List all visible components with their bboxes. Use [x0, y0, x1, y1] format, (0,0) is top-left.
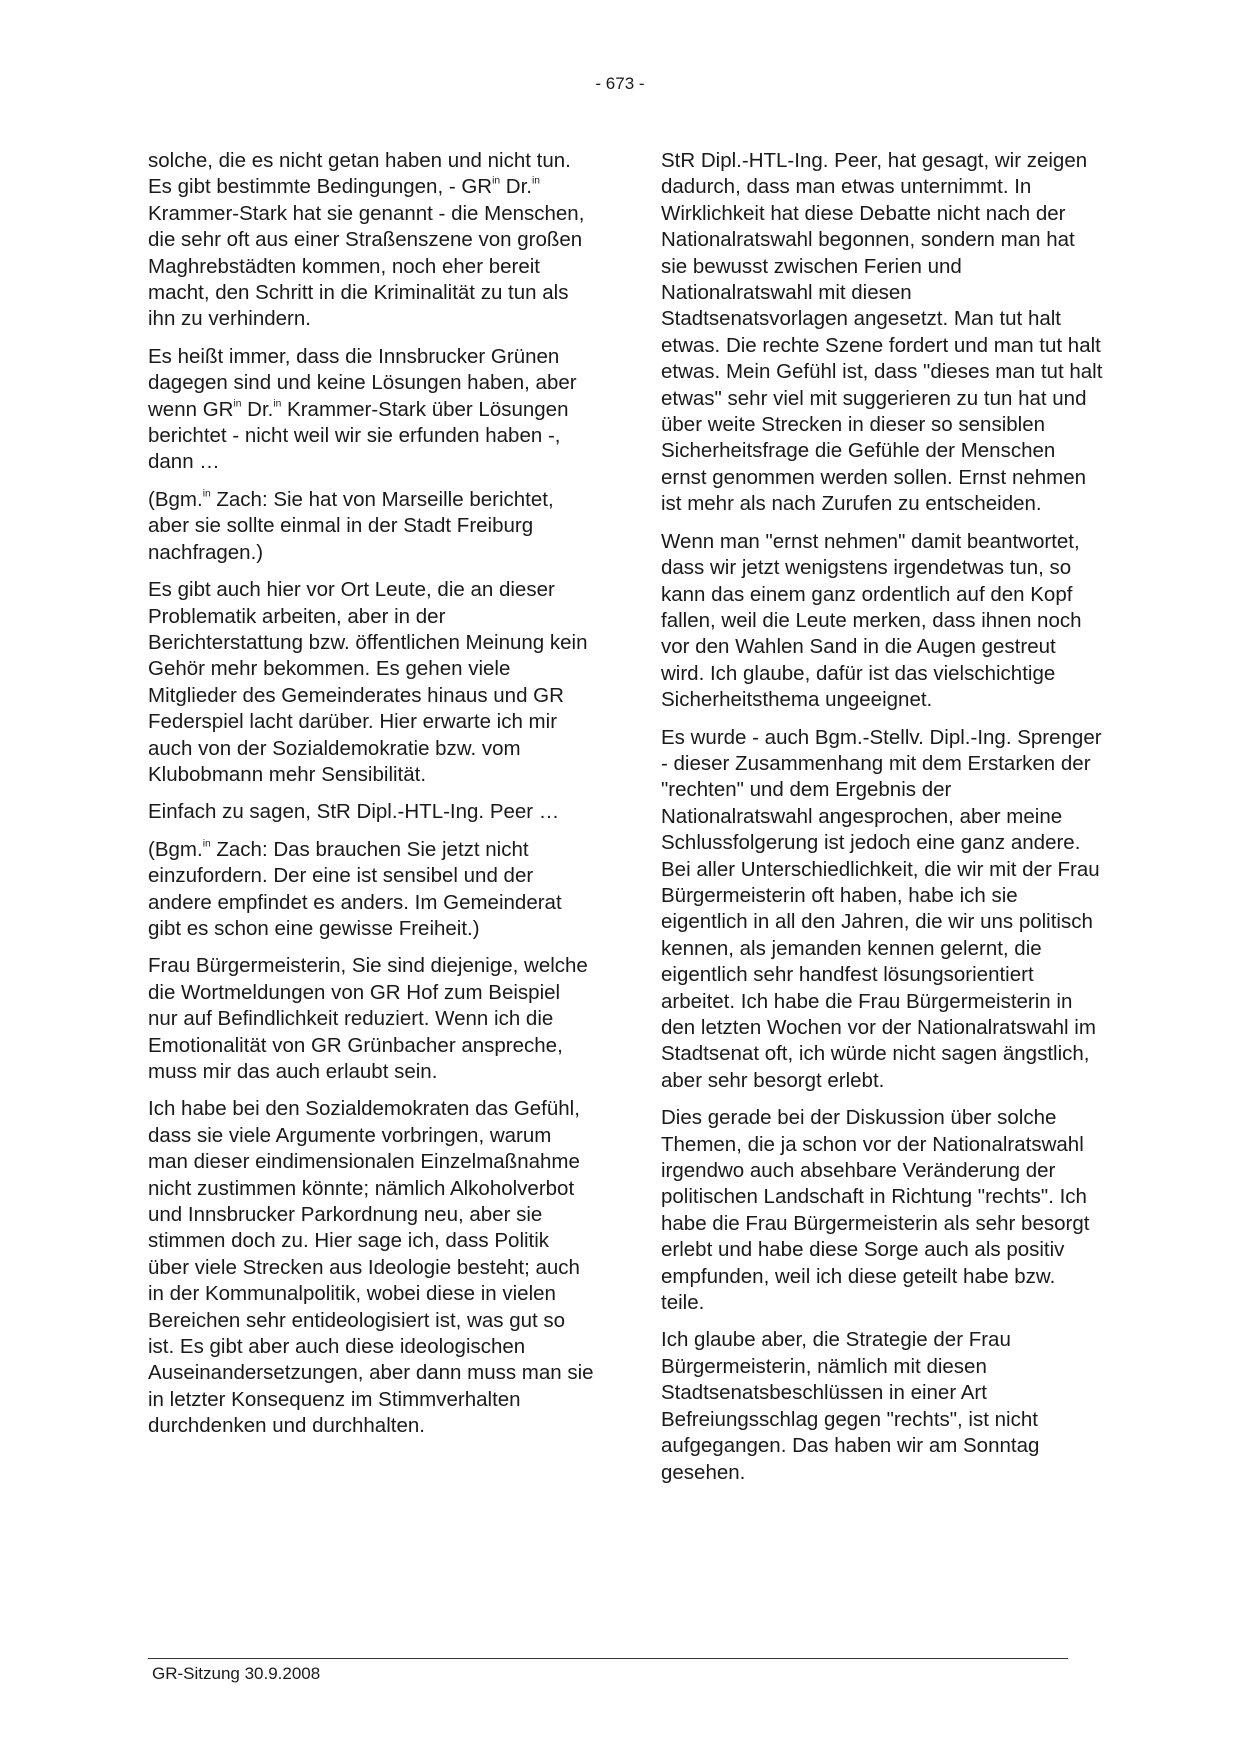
left-column — [148, 148, 594, 1451]
footer-session-label: GR-Sitzung 30.9.2008 — [152, 1664, 321, 1683]
superscript: in — [202, 488, 211, 500]
right-column — [661, 148, 1103, 1497]
paragraph: Ich glaube aber, die Strategie der Frau Bürgermeisterin, nämlich mit diesen Stadtsenatsbeschlüssen in einer Art Befreiungsschlag gegen "rechts", ist nicht aufgegangen. Das haben wir am Sonntag gesehen. — [661, 1328, 1040, 1484]
paragraph: Ich habe bei den Sozialdemokraten das Gefühl, dass sie viele Argumente vorbringen, warum man dieser eindimensionalen Einzelmaßnahme nicht zustimmen könnte; nämlich Alkoholverbot und Innsbrucker Parkordnung neu, aber sie stimmen doch zu. Hier sage ich, dass Politik über viele Strecken aus Ideologie besteht; auch in der Kommunalpolitik, wobei diese in vielen Bereichen sehr entideologisiert ist, was gut so ist. Es gibt aber auch diese ideologischen Auseinandersetzungen, aber dann muss man sie in letzter Konsequenz im Stimmverhalten durchdenken und durchhalten. — [148, 1097, 594, 1438]
superscript: in — [492, 175, 501, 187]
paragraph: Es wurde - auch Bgm.-Stellv. Dipl.-Ing. Sprenger - dieser Zusammenhang mit dem Erstarken der "rechten" und dem Ergebnis der Nationalratswahl angesprochen, aber meine Schlussfolgerung ist jedoch eine ganz andere. Bei aller Unterschiedlichkeit, die wir mit der Frau Bürgermeisterin oft haben, habe ich sie eigentlich in all den Jahren, die wir uns politisch kennen, als jemanden kennen gelernt, die eigentlich sehr handfest lösungsorientiert arbeitet. Ich habe die Frau Bürgermeisterin in den letzten Wochen vor der Nationalratswahl im Stadtsenat oft, ich würde nicht sagen ängstlich, aber sehr besorgt erlebt. — [661, 725, 1102, 1092]
paragraph: solche, die es nicht getan haben und nicht tun. Es gibt bestimmte Bedingungen, - $GR^{in}$ Dr.$^{in}$ Krammer-Stark hat sie genannt - die Menschen, die sehr oft aus einer Straßenszene von großen Maghrebstädten kommen, noch eher bereit macht, den Schritt in die Kriminalität zu tun als ihn zu verhindern. — [148, 149, 585, 331]
paragraph: StR Dipl.-HTL-Ing. Peer, hat gesagt, wir zeigen dadurch, dass man etwas unternimmt. In Wirklichkeit hat diese Debatte nicht nach der Nationalratswahl begonnen, sondern man hat sie bewusst zwischen Ferien und Nationalratswahl mit diesen Stadtsenatsvorlagen angesetzt. Man tut halt etwas. Die rechte Szene fordert und man tut halt etwas. Mein Gefühl ist, dass "dieses man tut halt etwas" sehr viel mit suggerieren zu tun hat und über weite Strecken in dieser so sensiblen Sicherheitsfrage die Gefühle der Menschen ernst genommen werden sollen. Ernst nehmen ist mehr als nach Zurufen zu entscheiden. — [661, 149, 1103, 516]
paragraph: Es heißt immer, dass die Innsbrucker Grünen dagegen sind und keine Lösungen haben, aber wenn $GR^{in}$ Dr.$^{in}$ Krammer-Stark über Lösungen berichtet - nicht weil wir sie erfunden haben -, dann … — [148, 344, 577, 474]
interjection: (Bgm.$^{in}$ Zach: Das brauchen Sie jetzt nicht einzufordern. Der eine ist sensibel und der andere empfindet es anders. Im Gemeinderat gibt es schon eine gewisse Freiheit.) — [148, 837, 562, 940]
paragraph: Dies gerade bei der Diskussion über solche Themen, die ja schon vor der Nationalratswahl irgendwo auch absehbare Veränderung der politischen Landschaft in Richtung "rechts". Ich habe die Frau Bürgermeisterin als sehr besorgt erlebt und habe diese Sorge auch als positiv empfunden, weil ich diese geteilt habe bzw. teile. — [661, 1106, 1090, 1315]
paragraph: Frau Bürgermeisterin, Sie sind diejenige, welche die Wortmeldungen von GR Hof zum Beispiel nur auf Befindlichkeit reduziert. Wenn ich die Emotionalität von GR Grünbacher anspreche, muss mir das auch erlaubt sein. — [148, 954, 588, 1083]
superscript: in — [532, 175, 540, 187]
superscript: in — [233, 397, 242, 409]
superscript: in — [202, 838, 211, 850]
paragraph: Wenn man "ernst nehmen" damit beantwortet, dass wir jetzt wenigstens irgendetwas tun, so kann das einem ganz ordentlich auf den Kopf fallen, weil die Leute merken, dass ihnen noch vor den Wahlen Sand in die Augen gestreut wird. Ich glaube, dafür ist das vielschichtige Sicherheitsthema ungeeignet. — [661, 529, 1082, 712]
paragraph: Es gibt auch hier vor Ort Leute, die an dieser Problematik arbeiten, aber in der Berichterstattung bzw. öffentlichen Meinung kein Gehör mehr bekommen. Es gehen viele Mitglieder des Gemeinderates hinaus und GR Federspiel lacht darüber. Hier erwarte ich mir auch von der Sozialdemokratie bzw. vom Klubobmann mehr Sensibilität. — [148, 578, 588, 786]
paragraph: Einfach zu sagen, StR Dipl.-HTL-Ing. Peer … — [148, 800, 560, 824]
page-number: - 673 - — [595, 74, 645, 93]
footer-divider — [148, 1658, 1068, 1659]
superscript: in — [273, 397, 282, 409]
interjection: (Bgm.$^{in}$ Zach: Sie hat von Marseille berichtet, aber sie sollte einmal in der Stadt Freiburg nachfragen.) — [148, 487, 554, 564]
